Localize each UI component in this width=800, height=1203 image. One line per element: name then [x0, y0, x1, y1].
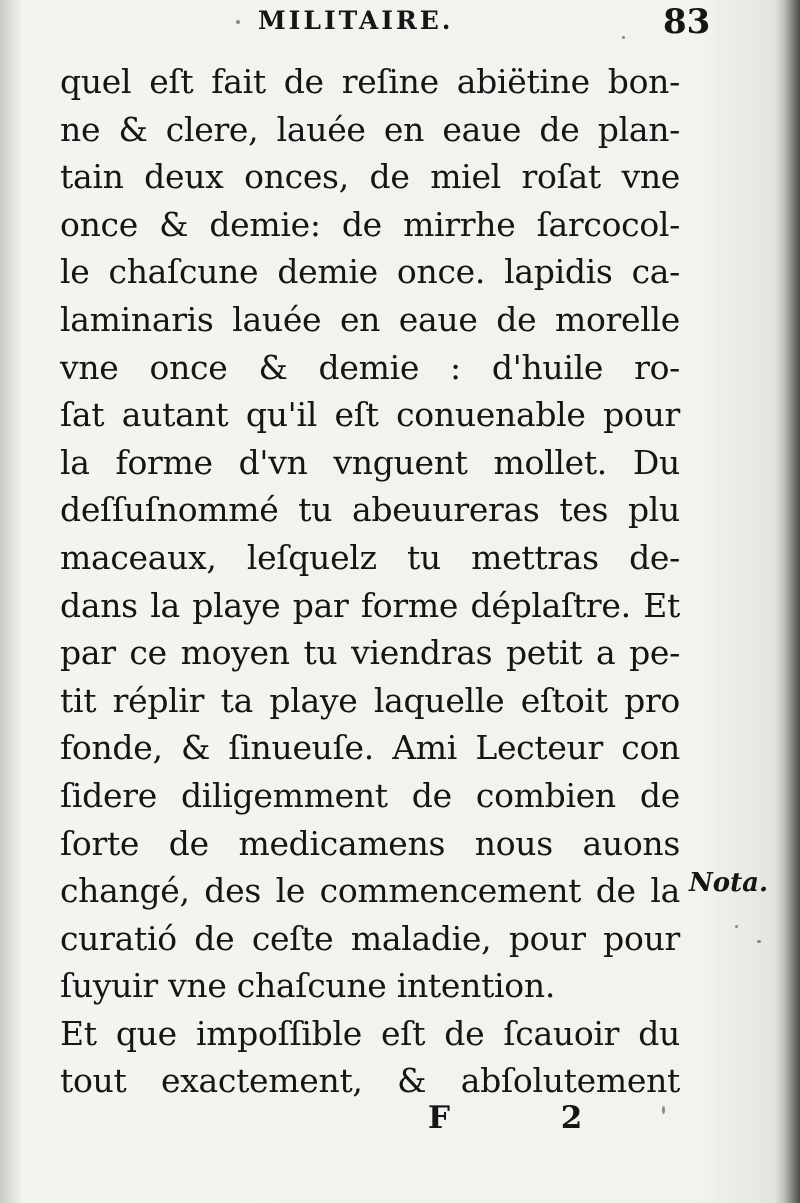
running-head-title: MILITAIRE.	[258, 6, 454, 35]
paper-speck	[757, 940, 761, 943]
margin-note: Nota.	[689, 868, 769, 898]
text-line: la forme d'vn vnguent mollet. Du	[60, 442, 680, 482]
text-line: ſat autant qu'il eſt conuenable pour	[60, 395, 680, 435]
text-line: tain deux onces, de miel roſat vne	[60, 157, 680, 197]
text-line: ne & clere, lauée en eaue de plan-	[60, 109, 680, 149]
text-line: Et que impoſſible eſt de ſcauoir du	[60, 1013, 680, 1053]
text-line: ſuyuir vne chaſcune intention.	[60, 966, 556, 1006]
text-line: par ce moyen tu viendras petit a pe-	[60, 633, 680, 673]
text-line: quel eſt fait de reſine abiëtine bon-	[60, 62, 680, 101]
text-line: ſidere diligemment de combien de	[60, 775, 680, 815]
text-line: tout exactement, & abſolutement	[60, 1061, 680, 1101]
text-line: ſorte de medicamens nous auons	[60, 823, 680, 863]
page-edge-shadow	[774, 0, 800, 1203]
text-line: vne once & demie : d'huile ro-	[60, 347, 680, 387]
text-line: changé, des le commencement de la	[60, 871, 680, 911]
text-line: deſſuſnommé tu abeuureras tes plu	[60, 490, 680, 530]
page-number: 83	[663, 2, 711, 42]
paper-speck	[622, 36, 625, 39]
text-line: once & demie: de mirrhe ſarcocol-	[60, 204, 680, 244]
running-head	[0, 2, 774, 46]
text-line: laminaris lauée en eaue de morelle	[60, 299, 680, 339]
signature-mark: F 2	[428, 1100, 633, 1136]
paper-speck	[735, 925, 738, 928]
paper-speck	[662, 1106, 665, 1114]
paper-speck	[236, 20, 240, 24]
body-text	[60, 58, 680, 1105]
text-line: fonde, & ſinueuſe. Ami Lecteur con	[60, 728, 680, 768]
text-line: tit réplir ta playe laquelle eſtoit pro	[60, 680, 680, 720]
text-line: dans la playe par forme déplaſtre. Et	[60, 585, 680, 625]
text-line: le chaſcune demie once. lapidis ca-	[60, 252, 680, 292]
text-line: curatió de ceſte maladie, pour pour	[60, 918, 680, 958]
text-line: maceaux, leſquelz tu mettras de-	[60, 537, 680, 577]
